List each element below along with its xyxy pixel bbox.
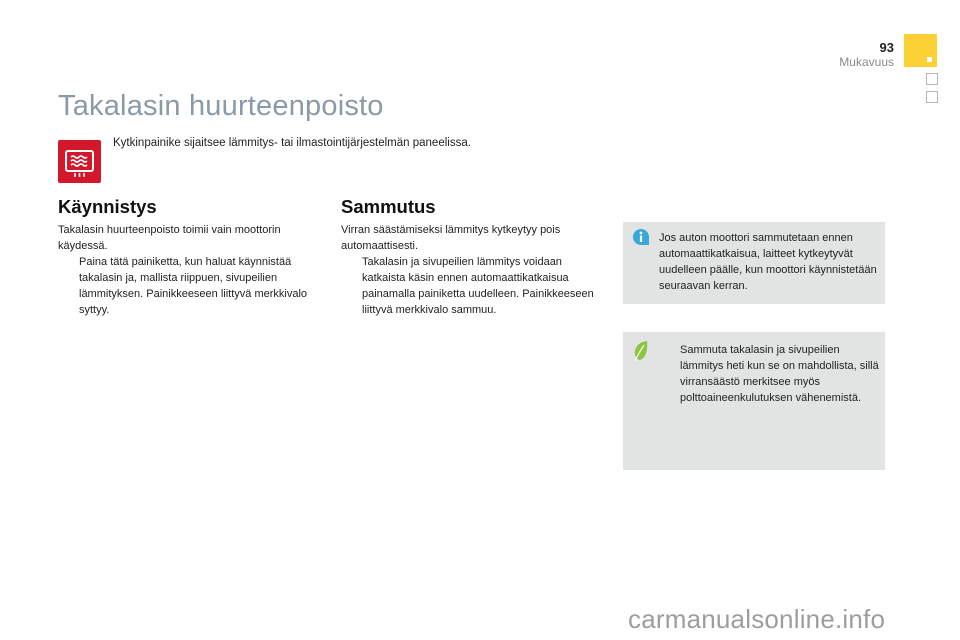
kaynnistys-bullet: [58, 254, 326, 318]
eco-box: [623, 332, 885, 470]
kaynnistys-body: [58, 222, 326, 318]
page-title: Takalasin huurteenpoisto: [58, 90, 384, 122]
leaf-icon: [632, 340, 650, 362]
sammutus-bullet-text: Takalasin ja sivupeilien lämmitys voidaan katkaista käsin ennen automaattikatkaisua painamalla painiketta uudelleen. Painikkeeseen liittyvä merkkivalo sammuu.: [362, 256, 594, 316]
section-name: Mukavuus: [839, 55, 894, 69]
chapter-tab[interactable]: [926, 73, 938, 85]
kaynnistys-bullet-text: Paina tätä painiketta, kun haluat käynnistää takalasin ja, mallista riippuen, sivupeilien lämmityksen. Painikkeeseen liittyvä merkkivalo syttyy.: [79, 256, 308, 316]
intro-text: Kytkinpainike sijaitsee lämmitys- tai ilmastointijärjestelmän paneelissa.: [113, 137, 471, 149]
heading-sammutus: Sammutus: [341, 196, 436, 217]
tab-dot: [927, 57, 932, 62]
watermark: carmanualsonline.info: [628, 604, 886, 634]
eco-bullet: [659, 342, 880, 406]
info-box: [623, 222, 885, 304]
sammutus-bullet: [341, 254, 603, 318]
chapter-tab-active[interactable]: [904, 34, 937, 67]
chapter-tab[interactable]: [926, 91, 938, 103]
info-icon: [632, 228, 650, 246]
info-text: Jos auton moottori sammutetaan ennen automaattikatkaisua, laitteet kytkeytyvät uudelleen päälle, kun moottori käynnistetään seuraavan kerran.: [659, 232, 877, 292]
sammutus-text: Virran säästämiseksi lämmitys kytkeytyy pois automaattisesti.: [341, 224, 561, 252]
page-number: 93: [879, 40, 894, 55]
heading-kaynnistys: Käynnistys: [58, 196, 157, 217]
kaynnistys-text: Takalasin huurteenpoisto toimii vain moottorin käydessä.: [58, 224, 281, 252]
sammutus-body: [341, 222, 603, 318]
rear-defrost-button-icon: [58, 140, 101, 183]
eco-text: Sammuta takalasin ja sivupeilien lämmitys heti kun se on mahdollista, sillä virransäästö merkitsee myös polttoaineenkulutuksen vähenemistä.: [680, 344, 879, 404]
